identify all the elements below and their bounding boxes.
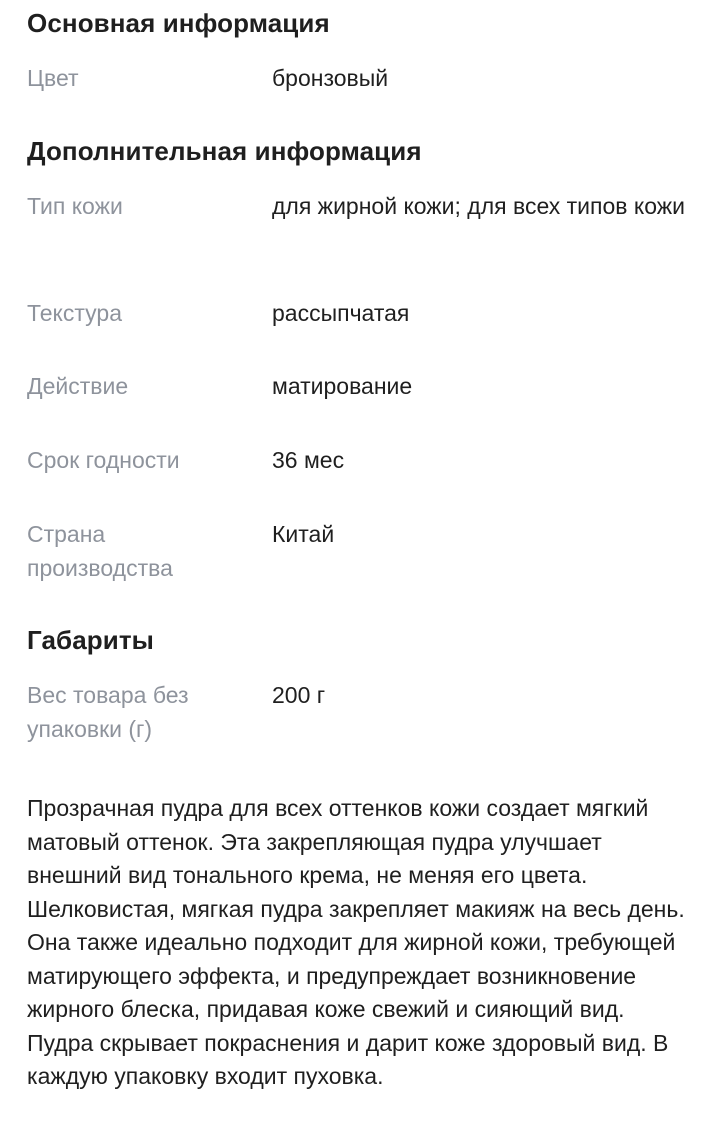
section-title-basic-info: Основная информация xyxy=(27,8,330,38)
spec-value: для жирной кожи; для всех типов кожи xyxy=(272,193,685,219)
spec-value: бронзовый xyxy=(272,65,389,91)
spec-label: Тип кожи xyxy=(27,193,123,219)
spec-label: Цвет xyxy=(27,65,79,91)
spec-label: Страна производства xyxy=(27,521,173,581)
spec-value: Китай xyxy=(272,521,335,547)
spec-label: Текстура xyxy=(27,300,122,326)
section-title-additional-info: Дополнительная информация xyxy=(27,136,422,166)
spec-value: 200 г xyxy=(272,682,326,708)
product-description: Прозрачная пудра для всех оттенков кожи создает мягкий матовый оттенок. Эта закрепляющая пудра улучшает внешний вид тонального крема, не меняя его цвета. Шелковистая, мягкая пудра закрепляет макияж на весь день. Она также идеально подходит для жирной кожи, требующей матирующего эффекта, и предупреждает возникновение жирного блеска, придавая коже свежий и сияющий вид. Пудра скрывает покраснения и дарит коже здоровый вид. В каждую упаковку входит пуховка. xyxy=(27,795,685,1089)
spec-label: Срок годности xyxy=(27,447,180,473)
spec-value: 36 мес xyxy=(272,447,345,473)
spec-value: матирование xyxy=(272,373,413,399)
spec-value: рассыпчатая xyxy=(272,300,410,326)
spec-label: Вес товара без упаковки (г) xyxy=(27,682,189,742)
section-title-dimensions: Габариты xyxy=(27,625,154,655)
spec-label: Действие xyxy=(27,373,129,399)
